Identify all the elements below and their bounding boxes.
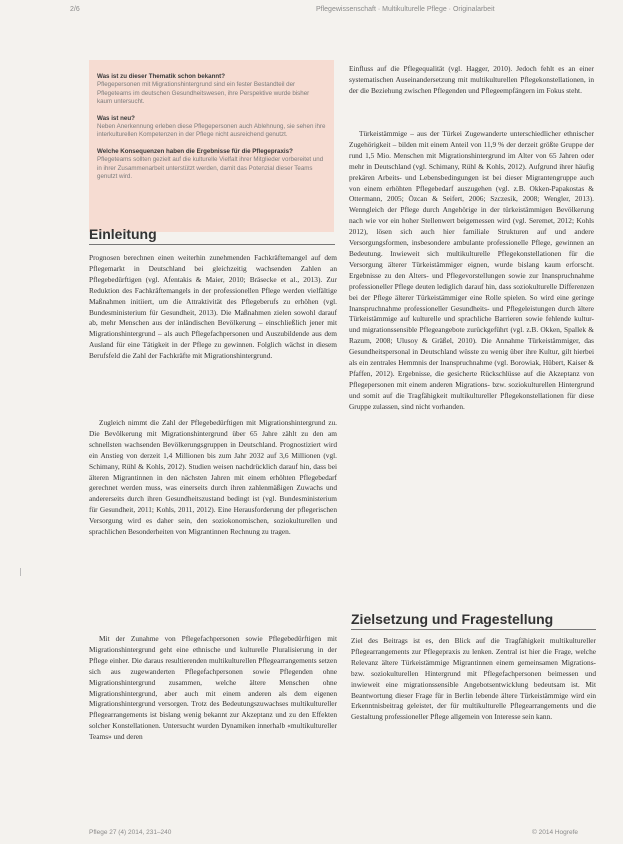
margin-mark (20, 568, 24, 576)
body-paragraph: Zugleich nimmt die Zahl der Pflegebedürftigen mit Migrationshintergrund zu. Die Bevölkerung mit Migrationshintergrund über 65 Jahre zählt zu den am schnellsten wachsenden Bevölkerungsgruppen in Deutschland. Prognostiziert wird ein Anstieg von derzeit 1,4 Millionen bis zum Jahr 2032 auf 3,6 Millionen (vgl. Schimany, Rühl & Kohls, 2012). Studien weisen nachdrücklich darauf hin, dass bei älteren Migrantinnen in den nächsten Jahren mit einem erhöhten Pflegebedarf gerechnet werden muss, was einerseits durch ihren zahlenmäßigen Zuwachs und andererseits durch ihren Gesundheitszustand bedingt ist (vgl. Bundesministerium für Gesundheit, 2011; Kohls, 2011, 2012). Eine Herausforderung der pflegerischen Versorgung wird es daher sein, den soziokonomischen, soziokulturellen und sprachlichen Besonderheiten von Migrantinnen Rechnung zu tragen. (89, 418, 337, 537)
body-paragraph: Einfluss auf die Pflegequalität (vgl. Hagger, 2010). Jedoch fehlt es an einer systematischen Auseinandersetzung mit multikulturellen Pflegekonstellationen, in der die Beziehung zwischen Pflegenden und Pflegeempfängern im Fokus steht. (349, 64, 594, 95)
summary-answer: Pflegepersonen mit Migrationshintergrund sind ein fester Bestandteil der Pflegeteams im deutschen Gesundheitswesen, ihre Perspektive wurde bisher kaum untersucht. (97, 81, 310, 106)
body-paragraph: Türkeistämmige – aus der Türkei Zugewanderte unterschiedlicher ethnischer Zugehörigkeit – bilden mit einem Anteil von 11,9 % der derzeit größte Gruppe der rund 1,5 Mio. Menschen mit Migrationshintergrund im Alter von 65 Jahren oder mehr in Deutschland (vgl. Schimany, Rühl & Kohls, 2012). Aufgrund ihrer häufig prekären Arbeits- und Lebensbedingungen ist bei dieser Migrantengruppe auch von einem erhöhten Pflegebedarf auszugehen (vgl. z.B. Okken-Papakostas & Ottermann, 2005; Özcan & Seifert, 2006; Szczesik, 2008; Wengler, 2013). Wenngleich der Pflege durch Angehörige in der türkeistämmigen Bevölkerung nach wie vor ein hoher Stellenwert beigemessen wird (vgl. Seremet, 2012; Kohls 2012), lösen sich auch hier familiale Strukturen auf und andere Versorgungsformen, insbesondere ambulante professionelle Pflege, gewinnen an Bedeutung. Inwieweit sich multikulturelle Pflegekonstellationen für die Versorgung älterer Türkeistämmiger eignen, wurde bislang kaum erforscht. Ergebnisse zu den Alters- und Pflegevorstellungen sowie zur Inanspruchnahme professioneller Pflege deuten lediglich darauf hin, dass soziokulturelle Differenzen bei der Pflege älterer Türkeistämmiger eine Rolle spielen. So wird eine geringe Inanspruchnahme professioneller Gesundheits- und Pflegeleistungen durch ältere Türkeistämmige auf kulturelle und sprachliche Barrieren sowie fehlende kultur- und migrationssensible Pflegeangebote zurückgeführt (vgl. z.B. Okken, Spallek & Razum, 2008; Ulusoy & Gräßel, 2010). Die Annahme Türkeistämmiger, das Gesundheitspersonal in Deutschland wüsste zu wenig über ihre Kultur, gilt hierbei als ein zentrales Hemmnis der Inanspruchnahme (vgl. Borowiak, Hübert, Kaiser & Pfaffen, 2012). Ergebnisse, die gesicherte Rückschlüsse auf die Akzeptanz von Pflegepersonen mit einem anderen Migrations- bzw. soziokulturellen Hintergrund und somit auf die Tragfähigkeit multikultureller Pflegekonstellationen für diese Gruppe zulassen, sind nicht vorhanden. (349, 129, 594, 411)
summary-box (89, 60, 334, 232)
footer-citation: Pflege 27 (4) 2014, 231–240 (89, 829, 172, 836)
page-number: 2/6 (70, 6, 80, 13)
summary-question: Was ist neu? (97, 114, 135, 122)
body-paragraph: Ziel des Beitrags ist es, den Blick auf die Tragfähigkeit multikultureller Pflegearrangements zur Pflegepraxis zu lenken. Zentral ist hier die Frage, welche Relevanz ältere Türkeistämmige Migrantinnen einem gemeinsamen Migrations- bzw. soziokulturellen Hintergrund mit Pflegefachpersonen beimessen und inwieweit eine migrationssensible Angebotsentwicklung bedeutsam ist. Mit Beantwortung dieser Frage für in Berlin lebende ältere Türkeistämmige wird ein Erkenntnisbeitrag geleistet, der für multikulturelle Pflegearrangements und die Gestaltung professioneller Pflege allgemein von Interesse sein kann. (351, 636, 596, 722)
summary-question: Was ist zu dieser Thematik schon bekannt? (97, 73, 226, 80)
running-title: Pflegewissenschaft · Multikulturelle Pflege · Originalarbeit (316, 6, 495, 13)
body-paragraph: Prognosen berechnen einen weiterhin zunehmenden Fachkräftemangel auf dem Pflegemarkt in Deutschland bei gleichzeitig wachsenden Zahlen an Pflegebedürftigen (vgl. Afentakis & Maier, 2010; Bräsecke et al., 2013). Zur Reduktion des Fachkräftemangels in der professionellen Pflege werden vielfältige Maßnahmen initiiert, um die Attraktivität des Pflegeberufs zu erhöhen (vgl. Bundesministerium für Gesundheit, 2013). Die Maßnahmen zielen sowohl darauf ab, mehr Menschen aus der inländischen Bevölkerung – einschließlich jener mit Migrationshintergrund – als auch Pflegefachpersonen und Auszubildende aus dem Ausland für eine Tätigkeit in der Pflege zu gewinnen. Folglich wächst in diesem Berufsfeld die Zahl der Fachkräfte mit Migrationshintergrund. (89, 253, 337, 361)
summary-answer: Pflegeteams sollten gezielt auf die kulturelle Vielfalt ihrer Mitglieder vorbereitet und in ihrer Zusammenarbeit unterstützt werden, damit das Potenzial dieser Teams genutzt wird. (97, 155, 324, 181)
footer-copyright: © 2014 Hogrefe (532, 829, 578, 836)
summary-answer: Neben Anerkennung erleben diese Pflegepersonen auch Ablehnung, sie sehen ihre interkulturellen Kompetenzen in der Pflege nicht ausreichend genutzt. (97, 122, 326, 139)
section-heading-einleitung: Einleitung (89, 226, 335, 245)
body-paragraph: Mit der Zunahme von Pflegefachpersonen sowie Pflegebedürftigen mit Migrationshintergrund geht eine ethnische und kulturelle Pluralisierung in der Pflege einher. Die daraus resultierenden multikulturellen Pflegearrangements setzen sich aus zugewanderten Pflegefachpersonen sowie Pflegenden ohne Migrationshintergrund zusammen, welche ältere Menschen ohne Migrationshintergrund, aber auch mit einem anderen als dem eigenen Migrationshintergrund versorgen. Trotz des Bedeutungszuwachses multikultureller Pflegearrangements ist bislang wenig bekannt zur Akzeptanz und zu den Effekten solcher Konstellationen. Untersucht wurden Dynamiken innerhalb «multikultureller Teams» und deren (89, 634, 337, 742)
page-header (70, 6, 590, 18)
summary-question: Welche Konsequenzen haben die Ergebnisse für die Pflegepraxis? (97, 147, 293, 155)
section-heading-zielsetzung: Zielsetzung und Fragestellung (351, 611, 596, 630)
